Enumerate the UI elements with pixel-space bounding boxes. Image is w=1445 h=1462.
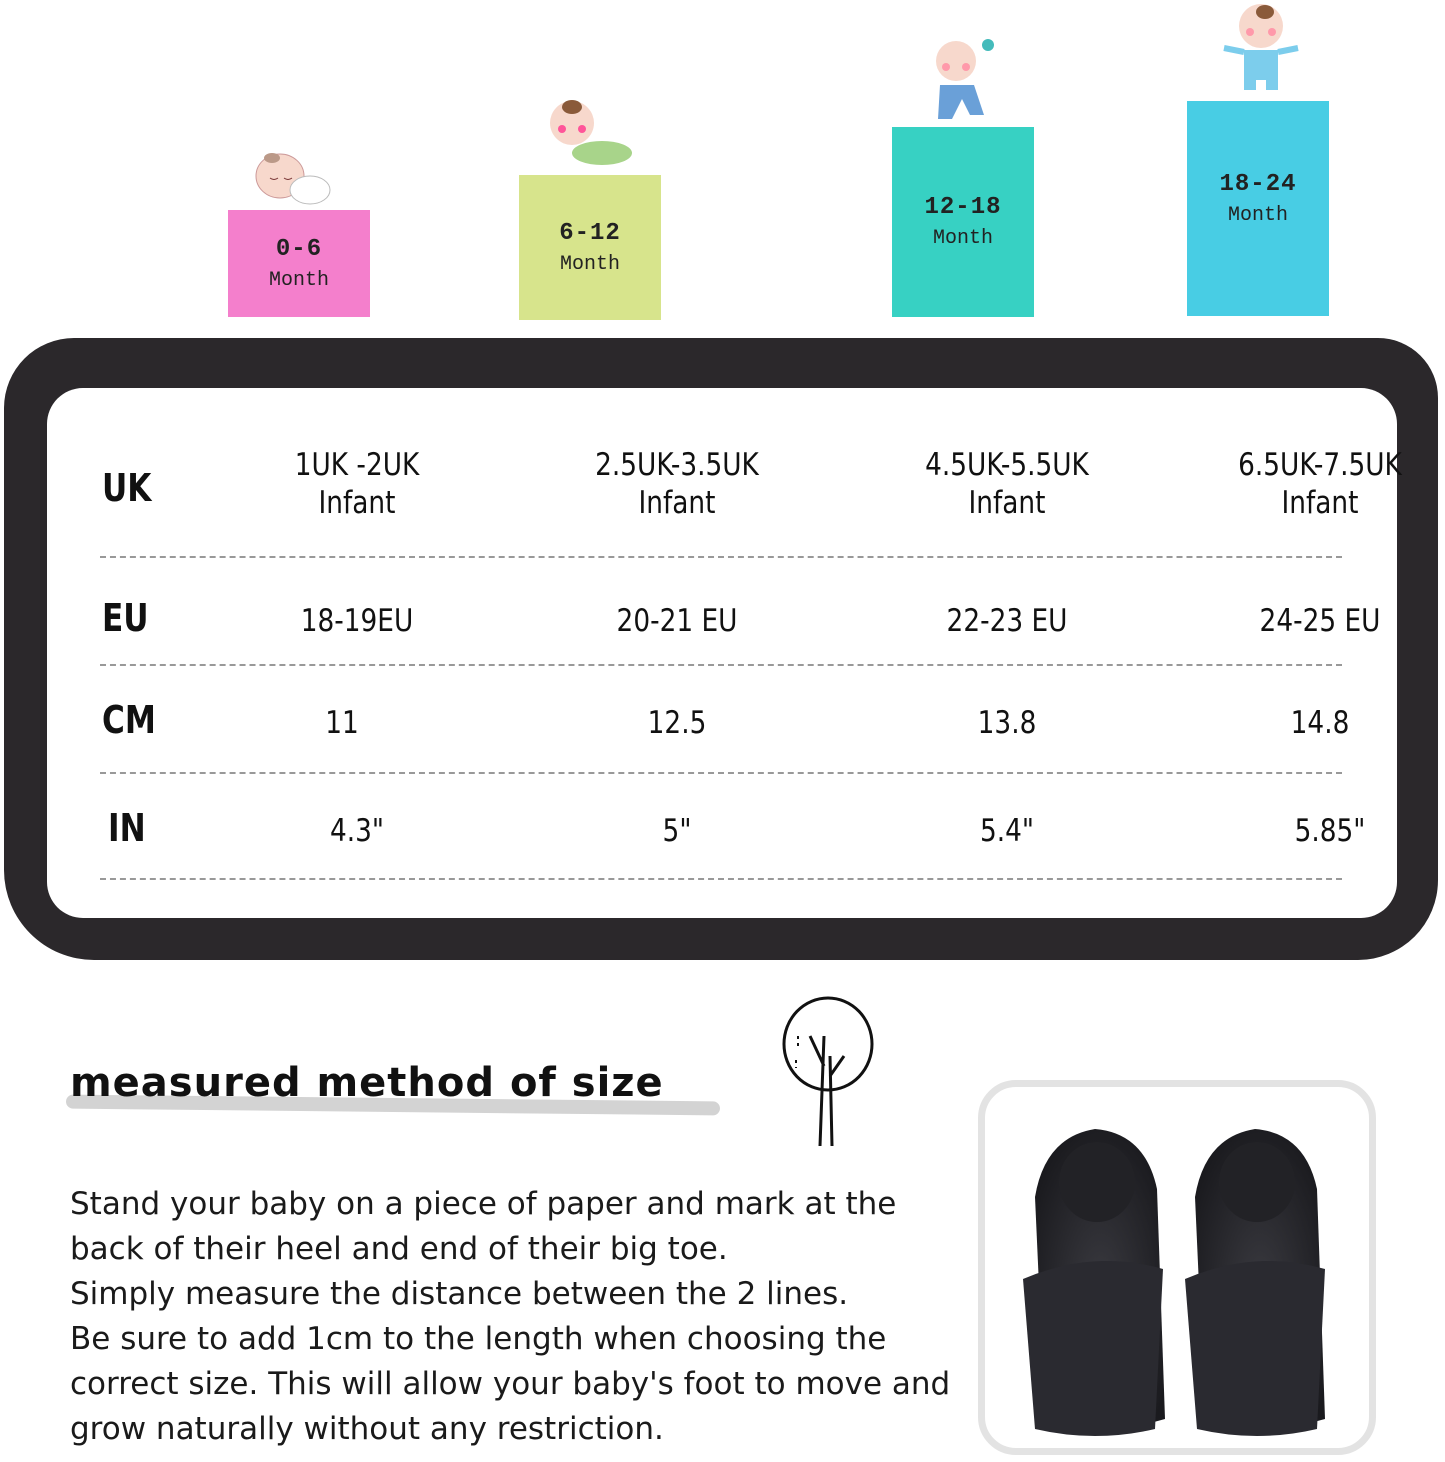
table-cell: 13.8 xyxy=(977,705,1037,741)
table-cell xyxy=(272,446,442,522)
age-range: 6-12 xyxy=(559,219,621,247)
row-divider xyxy=(100,772,1342,774)
table-row-cm xyxy=(102,698,1350,748)
cell-line: Infant xyxy=(318,485,396,521)
age-unit: Month xyxy=(559,252,620,276)
cell-line: 1UK -2UK xyxy=(294,447,420,483)
measure-instructions xyxy=(70,1182,960,1452)
size-table xyxy=(47,388,1402,918)
table-cell: 4.3" xyxy=(329,813,385,849)
table-cell: 14.8 xyxy=(1290,705,1350,741)
table-row-uk xyxy=(102,447,1402,556)
table-cell xyxy=(1227,446,1414,522)
row-label: IN xyxy=(108,806,146,850)
row-label: UK xyxy=(102,466,152,510)
row-divider xyxy=(100,664,1342,666)
instruction-paragraph: Simply measure the distance between the 2 lines. xyxy=(70,1276,849,1312)
age-block-6-12 xyxy=(519,175,661,320)
cell-line: Infant xyxy=(968,485,1046,521)
table-cell: 5.4" xyxy=(979,813,1035,849)
product-photo xyxy=(978,1080,1376,1455)
row-divider xyxy=(100,556,1342,558)
sleeping-baby-icon xyxy=(250,148,336,215)
section-heading: measured method of size xyxy=(70,1060,664,1106)
cell-line: 2.5UK-3.5UK xyxy=(595,447,759,483)
table-cell: 5" xyxy=(662,813,692,849)
cell-line: Infant xyxy=(638,485,716,521)
age-block-0-6 xyxy=(228,210,370,317)
table-cell xyxy=(584,446,771,522)
age-range: 12-18 xyxy=(924,194,1002,221)
row-label: CM xyxy=(102,698,156,742)
tree-icon xyxy=(780,996,876,1155)
table-cell: 5.85" xyxy=(1294,813,1366,849)
cell-line: Infant xyxy=(1281,485,1359,521)
table-cell: 11 xyxy=(325,705,359,741)
table-cell: 22-23 EU xyxy=(946,603,1068,639)
age-range: 18-24 xyxy=(1219,171,1297,198)
row-label: EU xyxy=(102,596,149,640)
age-unit: Month xyxy=(1227,204,1288,227)
age-range: 0-6 xyxy=(275,235,323,263)
age-unit: Month xyxy=(268,268,329,292)
instruction-paragraph: Be sure to add 1cm to the length when choosing the correct size. This will allow your baby's foot to move and grow naturally without any restriction. xyxy=(70,1321,951,1447)
standing-baby-icon xyxy=(1220,2,1302,105)
cell-line: 6.5UK-7.5UK xyxy=(1238,447,1402,483)
crawling-baby-icon xyxy=(540,95,635,180)
baby-shoes-image xyxy=(985,1087,1369,1448)
table-cell xyxy=(914,446,1101,522)
row-divider xyxy=(100,878,1342,880)
walking-baby-icon xyxy=(920,35,1005,132)
age-block-18-24 xyxy=(1187,101,1329,316)
table-row-eu xyxy=(102,596,1381,646)
cell-line: 4.5UK-5.5UK xyxy=(925,447,1089,483)
age-unit: Month xyxy=(932,227,993,250)
table-cell: 18-19EU xyxy=(300,603,414,639)
table-cell: 20-21 EU xyxy=(616,603,738,639)
age-block-12-18 xyxy=(892,127,1034,317)
table-cell: 12.5 xyxy=(647,705,707,741)
table-cell: 24-25 EU xyxy=(1259,603,1381,639)
table-row-in xyxy=(102,806,1366,856)
instruction-paragraph: Stand your baby on a piece of paper and mark at the back of their heel and end of their big toe. xyxy=(70,1186,897,1267)
